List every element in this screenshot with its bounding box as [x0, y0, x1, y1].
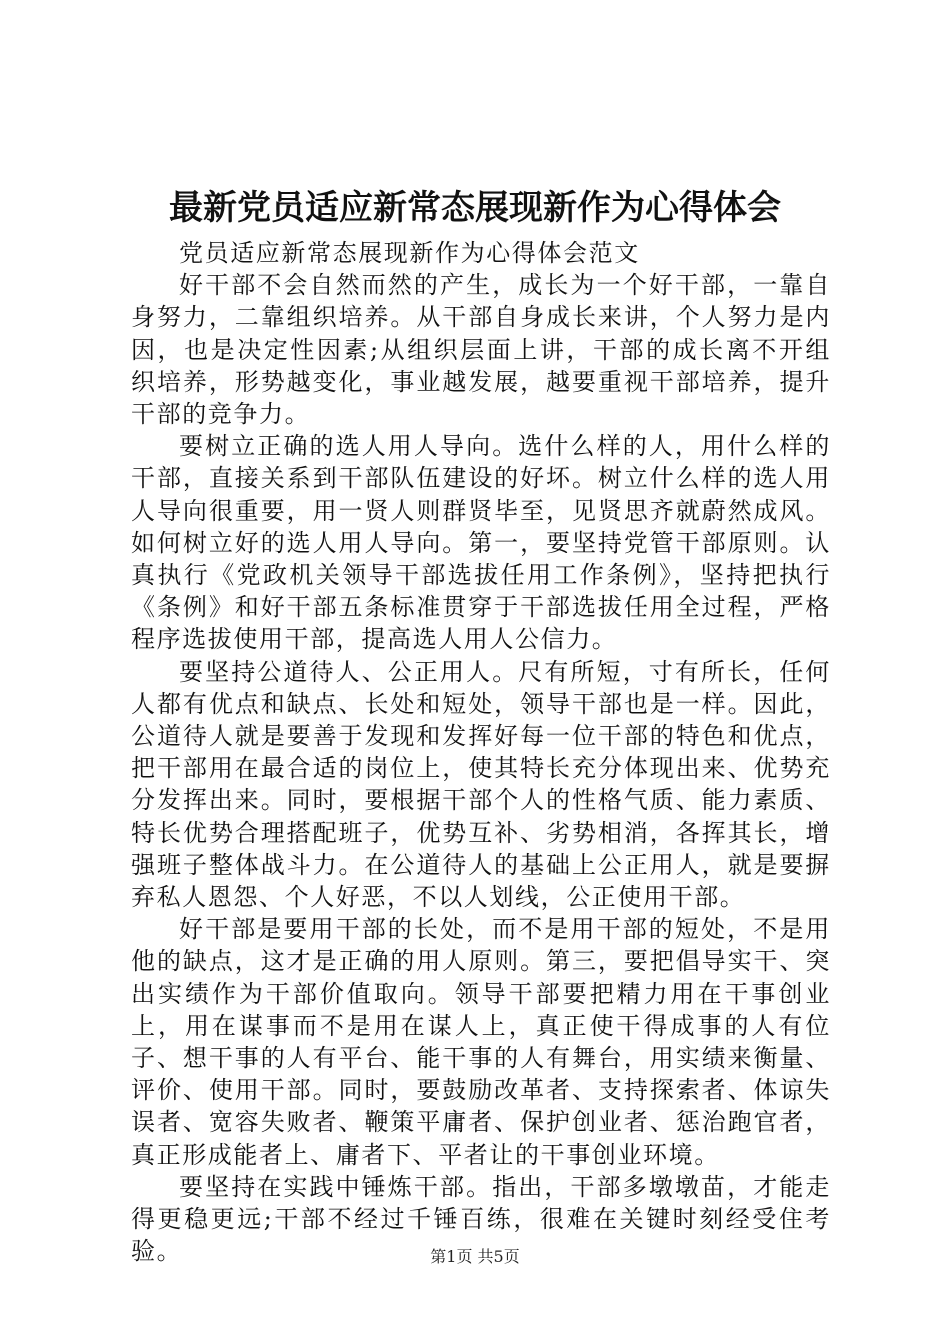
- document-title: 最新党员适应新常态展现新作为心得体会: [169, 188, 781, 228]
- page-footer: 第1页 共5页: [430, 1247, 520, 1266]
- subtitle-paragraph: 党员适应新常态展现新作为心得体会范文: [179, 239, 640, 267]
- body-paragraph-4: 好干部是要用干部的长处，而不是用干部的短处，不是用他的缺点，这才是正确的用人原则。第三，要把倡导实干、突出实绩作为干部价值取向。领导干部要把精力用在干事创业上，用在谋事而不是用在谋人上，真正使干得成事的人有位子、想干事的人有平台、能干事的人有舞台，用实绩来衡量、评价、使用干部。同时，要鼓励改革者、支持探索者、体谅失误者、宽容失败者、鞭策平庸者、保护创业者、惩治跑官者，真正形成能者上、庸者下、平者让的干事创业环境。: [131, 915, 831, 1169]
- document-body: [131, 237, 831, 1268]
- body-paragraph-1: 好干部不会自然而然的产生，成长为一个好干部，一靠自身努力，二靠组织培养。从干部自身成长来讲，个人努力是内因，也是决定性因素;从组织层面上讲，干部的成长离不开组织培养，形势越变化，事业越发展，越要重视干部培养，提升干部的竞争力。: [131, 271, 831, 429]
- body-paragraph-3: 要坚持公道待人、公正用人。尺有所短，寸有所长，任何人都有优点和缺点、长处和短处，领导干部也是一样。因此，公道待人就是要善于发现和发挥好每一位干部的特色和优点，把干部用在最合适的岗位上，使其特长充分体现出来、优势充分发挥出来。同时，要根据干部个人的性格气质、能力素质、特长优势合理搭配班子，优势互补、劣势相消，各挥其长，增强班子整体战斗力。在公道待人的基础上公正用人，就是要摒弃私人恩怨、个人好恶，不以人划线，公正使用干部。: [131, 657, 831, 912]
- body-paragraph-2: 要树立正确的选人用人导向。选什么样的人，用什么样的干部，直接关系到干部队伍建设的好坏。树立什么样的选人用人导向很重要，用一贤人则群贤毕至，见贤思齐就蔚然成风。如何树立好的选人用人导向。第一，要坚持党管干部原则。认真执行《党政机关领导干部选拔任用工作条例》，坚持把执行《条例》和好干部五条标准贯穿于干部选拔任用全过程，严格程序选拔使用干部，提高选人用人公信力。: [131, 432, 831, 654]
- body-paragraph-5: 要坚持在实践中锤炼干部。指出，干部多墩墩苗，才能走得更稳更远;干部不经过千锤百练，很难在关键时刻经受住考验。: [131, 1172, 831, 1266]
